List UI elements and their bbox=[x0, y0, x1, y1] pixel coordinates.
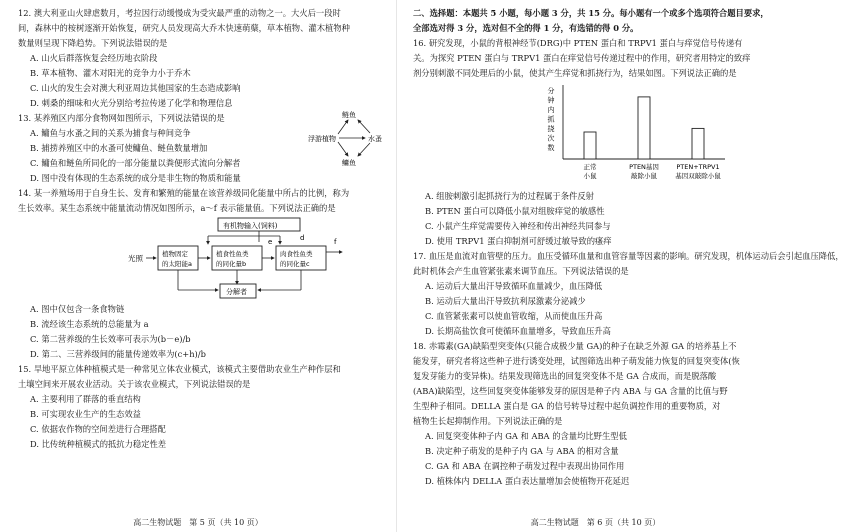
q18-stem-line: (ABA)缺陷型，这些回复突变体能够发芽的原因是种子内 ABA 与 GA 含量的比值与野 bbox=[413, 386, 728, 396]
q16-stem-line: 剂分别刺激不同处理后的小鼠，使其产生痒觉和抓挠行为，结果如图。下列说法正确的是 bbox=[413, 68, 737, 78]
q13-option-c: C. 鳙鱼和鲢鱼所同化的一部分能量以粪便形式流向分解者 bbox=[30, 158, 241, 168]
energy-label-e: e bbox=[268, 238, 273, 246]
y-axis-label-char: 数 bbox=[547, 144, 555, 152]
box1-line1: 植物固定 bbox=[162, 250, 188, 258]
bar-1 bbox=[638, 97, 650, 159]
q16-option-d: D. 使用 TRPV1 蛋白抑制剂可舒缓过敏导致的瘙痒 bbox=[425, 236, 612, 246]
q12-option-a: A. 山火后群落恢复会经历地衣阶段 bbox=[30, 53, 158, 63]
section-header-line: 全部选对得 3 分，选对但不全的得 1 分，有选错的得 0 分。 bbox=[413, 23, 639, 33]
y-axis-label bbox=[548, 86, 555, 152]
decomposer-label: 分解者 bbox=[226, 288, 247, 296]
y-axis-label-char: 分 bbox=[547, 87, 555, 95]
food-web-arrow bbox=[338, 120, 348, 134]
q17-option-c: C. 血管紧张素可以使血管收缩，从而使血压升高 bbox=[425, 311, 603, 321]
q13-option-d: D. 图中没有体现的生态系统的成分是非生物的物质和能量 bbox=[30, 173, 241, 183]
scratch-count-bar-chart bbox=[413, 81, 773, 189]
sunlight-label: 光照 bbox=[128, 254, 143, 263]
q18-option-b: B. 决定种子萌发的是种子内 GA 与 ABA 的相对含量 bbox=[425, 446, 619, 456]
food-web-silver-carp: 鲢鱼 bbox=[342, 111, 356, 119]
question-18 bbox=[413, 339, 780, 489]
q14-option-b: B. 流经该生态系统的总能量为 a bbox=[30, 319, 149, 329]
question-13 bbox=[18, 111, 382, 186]
q12-option-d: D. 刺桑的细味和火光分别给考拉传递了化学和物理信息 bbox=[30, 98, 233, 108]
q17-stem-line: 17. 血压是血流对血管壁的压力。血压受循环血量和血管容量等因素的影响。研究发现，机体运动后会引起血压降低， bbox=[413, 251, 844, 261]
q15-stem-line: 土壤空间来开展农业活动。关于该农业模式，下列说法错误的是 bbox=[18, 379, 251, 389]
q17-option-a: A. 运动后大量出汗导致循环血量减少，血压降低 bbox=[425, 281, 603, 291]
q17-option-b: B. 运动后大量出汗导致抗利尿激素分泌减少 bbox=[425, 296, 586, 306]
box1-line2: 的太阳能a bbox=[162, 260, 192, 268]
q16-option-b: B. PTEN 蛋白可以降低小鼠对组胺痒觉的敏感性 bbox=[425, 206, 605, 216]
box2-line2: 的同化量b bbox=[216, 260, 247, 268]
q16-option-c: C. 小鼠产生痒觉需要传入神经和传出神经共同参与 bbox=[425, 221, 611, 231]
energy-label-f: f bbox=[334, 238, 337, 246]
question-15 bbox=[18, 362, 382, 452]
q14-option-c: C. 第二营养级的生长效率可表示为(b－e)/b bbox=[30, 334, 191, 344]
energy-label-d: d bbox=[300, 234, 305, 242]
x-tick-label: 基因双敲除小鼠 bbox=[675, 172, 721, 180]
question-12 bbox=[18, 6, 382, 111]
q12-option-b: B. 草本植物、灌木对阳光的竞争力小于乔木 bbox=[30, 68, 191, 78]
q14-option-d: D. 第二、三营养级间的能量传递效率为(c+h)/b bbox=[30, 349, 206, 359]
y-axis-label-char: 内 bbox=[547, 106, 555, 114]
q18-stem-line: 生型种子相同。DELLA 蛋白是 GA 的信号转导过程中起负调控作用的重要物质，对 bbox=[413, 401, 721, 411]
y-axis-label-char: 抓 bbox=[547, 115, 555, 124]
section-header bbox=[413, 6, 780, 36]
q13-option-a: A. 鳙鱼与水蚤之间的关系为捕食与种间竞争 bbox=[30, 128, 191, 138]
bar-2 bbox=[692, 128, 704, 159]
organic-input-label: 有机物输入(饲料) bbox=[223, 222, 278, 230]
q18-option-c: C. GA 和 ABA 在调控种子萌发过程中表现出协同作用 bbox=[425, 461, 625, 471]
page-footer-left: 高二生物试题 第 5 页（共 10 页） bbox=[133, 518, 263, 527]
q16-option-a: A. 组胺刺激引起抓挠行为的过程属于条件反射 bbox=[425, 191, 594, 201]
x-tick-label: 敲除小鼠 bbox=[631, 172, 657, 180]
food-web-diagram bbox=[308, 107, 388, 169]
bar-0 bbox=[584, 132, 596, 159]
q14-stem-line: 生长效率。某生态系统中能量流动情况如图所示，a～f 表示能量值。下列说法正确的是 bbox=[18, 203, 336, 213]
q15-option-b: B. 可实现农业生产的生态效益 bbox=[30, 409, 141, 419]
q18-stem-line: 能发芽，研究者将这些种子进行诱变处理，试图筛选出种子萌发能力恢复的回复突变体(恢 bbox=[413, 356, 740, 366]
question-16 bbox=[413, 36, 780, 249]
page-footer-right: 高二生物试题 第 6 页（共 10 页） bbox=[530, 518, 661, 527]
q15-stem-line: 15. 旱地平原立体种植模式是一种常见立体农业模式，该模式主要借助农业生产种作层和 bbox=[18, 364, 341, 374]
food-web-producer: 浮游植物 bbox=[308, 135, 336, 143]
y-axis-label-char: 次 bbox=[547, 134, 555, 143]
q12-stem-line: 间，森林中的桉树逐渐开始恢复，研究人员发现高大乔木快速萌蘖，草本植物、灌木植物种 bbox=[18, 23, 350, 33]
q12-stem-line: 12. 澳大利亚山火肆虐数月，考拉因行动缓慢成为受灾最严重的动物之一。大火后一段时 bbox=[18, 8, 341, 18]
q18-stem-line: 18. 赤霉素(GA)缺陷型突变体(只能合成极少量 GA)的种子在缺乏外源 GA 的培养基上不 bbox=[413, 341, 737, 351]
q14-stem-line: 14. 某一养殖场用于自身生长、发育和繁殖的能量在该营养级同化能量中所占的比例，称为 bbox=[18, 188, 350, 198]
q14-option-a: A. 图中仅包含一条食物链 bbox=[30, 304, 125, 314]
box3-line2: 的同化量c bbox=[280, 260, 310, 268]
q15-option-a: A. 主要利用了群落的垂直结构 bbox=[30, 394, 141, 404]
x-tick-label: PTEN基因 bbox=[629, 163, 659, 171]
q18-stem-line: 复发芽能力的变异株)。结果发现筛选出的回复突变体不是 GA 合成而，而是脱落酸 bbox=[413, 371, 717, 381]
food-web-arrow bbox=[338, 142, 348, 156]
question-14 bbox=[18, 186, 382, 362]
y-axis-label-char: 挠 bbox=[547, 125, 555, 133]
x-tick-label: 小鼠 bbox=[583, 172, 597, 180]
question-17 bbox=[413, 249, 844, 339]
q13-stem-line: 13. 某养殖区内部分食物网如图所示，下列说法错误的是 bbox=[18, 113, 225, 123]
q16-stem-line: 16. 研究发现，小鼠的背根神经节(DRG)中 PTEN 蛋白和 TRPV1 蛋白与痒觉信号传递有 bbox=[413, 38, 743, 48]
x-tick-label: PTEN+TRPV1 bbox=[676, 163, 720, 171]
q15-option-c: C. 依据农作物的空间差进行合理搭配 bbox=[30, 424, 166, 434]
box2-line1: 植食性鱼类 bbox=[216, 250, 249, 258]
left-page bbox=[0, 0, 397, 532]
section-header-line: 二、选择题：本题共 5 小题，每小题 3 分，共 15 分。每小题有一个或多个选项符合题目要求， bbox=[413, 8, 769, 18]
q18-stem-line: 植物生长起抑制作用。下列说法正确的是 bbox=[413, 416, 563, 426]
box3-line1: 肉食性鱼类 bbox=[280, 250, 313, 258]
q12-stem-line: 数量则呈现下降趋势。下列说法错误的是 bbox=[18, 38, 168, 48]
energy-flow-diagram bbox=[18, 216, 378, 302]
food-web-arrow bbox=[358, 143, 370, 156]
q13-option-b: B. 捕捞养殖区中的水蚤可使鳙鱼、鲢鱼数量增加 bbox=[30, 143, 208, 153]
q16-stem-line: 关。为探究 PTEN 蛋白与 TRPV1 蛋白在痒觉信号传递过程中的作用，研究者用特定的致痒 bbox=[413, 53, 751, 63]
q17-stem-line: 此时机体会产生血管紧张素来调节血压。下列说法错误的是 bbox=[413, 266, 629, 276]
q18-option-d: D. 植株体内 DELLA 蛋白表达量增加会使植物开花延迟 bbox=[425, 476, 630, 486]
food-web-arrow bbox=[358, 120, 370, 133]
food-web-daphnia: 水蚤 bbox=[368, 135, 382, 143]
x-tick-label: 正常 bbox=[583, 163, 597, 171]
q12-option-c: C. 山火的发生会对澳大利亚周边其他国家的生态造成影响 bbox=[30, 83, 241, 93]
q17-option-d: D. 长期高盐饮食可使循环血量增多，导致血压升高 bbox=[425, 326, 611, 336]
y-axis-label-char: 钟 bbox=[547, 96, 555, 105]
q18-option-a: A. 回复突变体种子内 GA 和 ABA 的含量均比野生型低 bbox=[425, 431, 627, 441]
right-page bbox=[397, 0, 844, 532]
food-web-bighead-carp: 鳙鱼 bbox=[342, 159, 356, 167]
q15-option-d: D. 比传统种植模式的抵抗力稳定性差 bbox=[30, 439, 167, 449]
